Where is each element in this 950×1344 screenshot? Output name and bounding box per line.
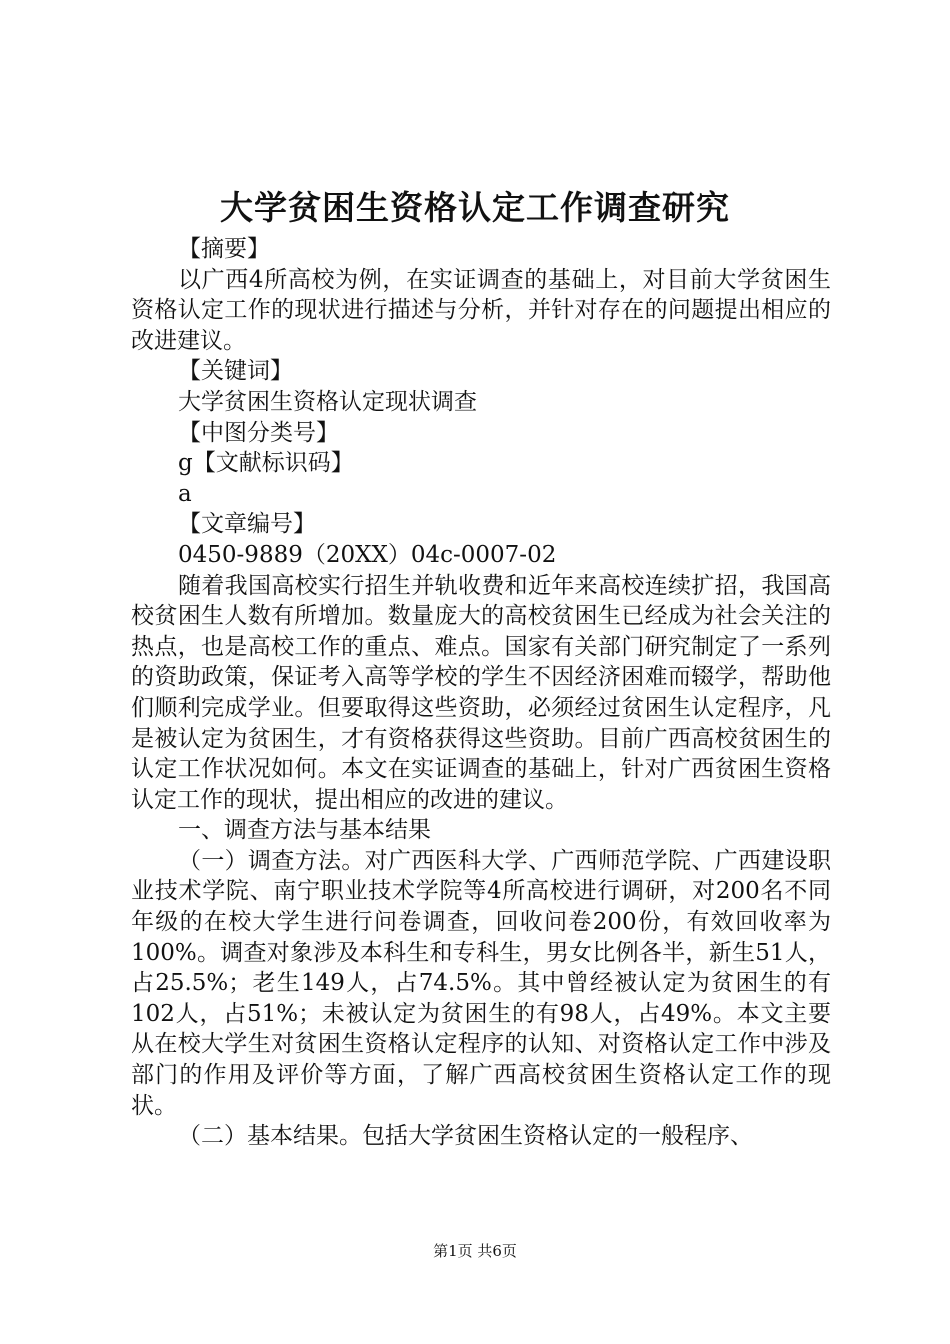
document-title: 大学贫困生资格认定工作调查研究	[220, 188, 730, 227]
keywords-heading: 【关键词】	[178, 358, 293, 385]
article-number-heading: 【文章编号】	[178, 511, 316, 538]
document-body	[131, 234, 831, 1152]
method-paragraph: （一）调查方法。对广西医科大学、广西师范学院、广西建设职业技术学院、南宁职业技术学院等4所高校进行调研，对200名不同年级的在校大学生进行问卷调查，回收问卷200份，有效回收率为100%。调查对象涉及本科生和专科生，男女比例各半，新生51人，占25.5%；老生149人，占74.5%。其中曾经被认定为贫困生的有102人，占51%；未被认定为贫困生的有98人，占49%。本文主要从在校大学生对贫困生资格认定程序的认知、对资格认定工作中涉及部门的作用及评价等方面，了解广西高校贫困生资格认定工作的现状。	[131, 847, 831, 1119]
abstract-heading: 【摘要】	[178, 236, 270, 262]
document-code-text: a	[178, 480, 192, 507]
article-number-text: 0450-9889（20XX）04c-0007-02	[178, 541, 557, 568]
result-paragraph: （二）基本结果。包括大学贫困生资格认定的一般程序、	[178, 1123, 753, 1150]
keywords-text: 大学贫困生资格认定现状调查	[178, 388, 477, 415]
document-code-heading: g【文献标识码】	[178, 450, 354, 477]
intro-paragraph: 随着我国高校实行招生并轨收费和近年来高校连续扩招，我国高校贫困生人数有所增加。数量庞大的高校贫困生已经成为社会关注的热点，也是高校工作的重点、难点。国家有关部门研究制定了一系列的资助政策，保证考入高等学校的学生不因经济困难而辍学，帮助他们顺利完成学业。但要取得这些资助，必须经过贫困生认定程序，凡是被认定为贫困生，才有资格获得这些资助。目前广西高校贫困生的认定工作状况如何。本文在实证调查的基础上，针对广西贫困生资格认定工作的现状，提出相应的改进的建议。	[131, 572, 831, 813]
section-heading-1: 一、调查方法与基本结果	[178, 817, 431, 844]
abstract-text: 以广西4所高校为例，在实证调查的基础上，对目前大学贫困生资格认定工作的现状进行描述与分析，并针对存在的问题提出相应的改进建议。	[131, 266, 831, 354]
classification-heading: 【中图分类号】	[178, 419, 339, 446]
page-footer: 第1页 共6页	[433, 1242, 517, 1260]
